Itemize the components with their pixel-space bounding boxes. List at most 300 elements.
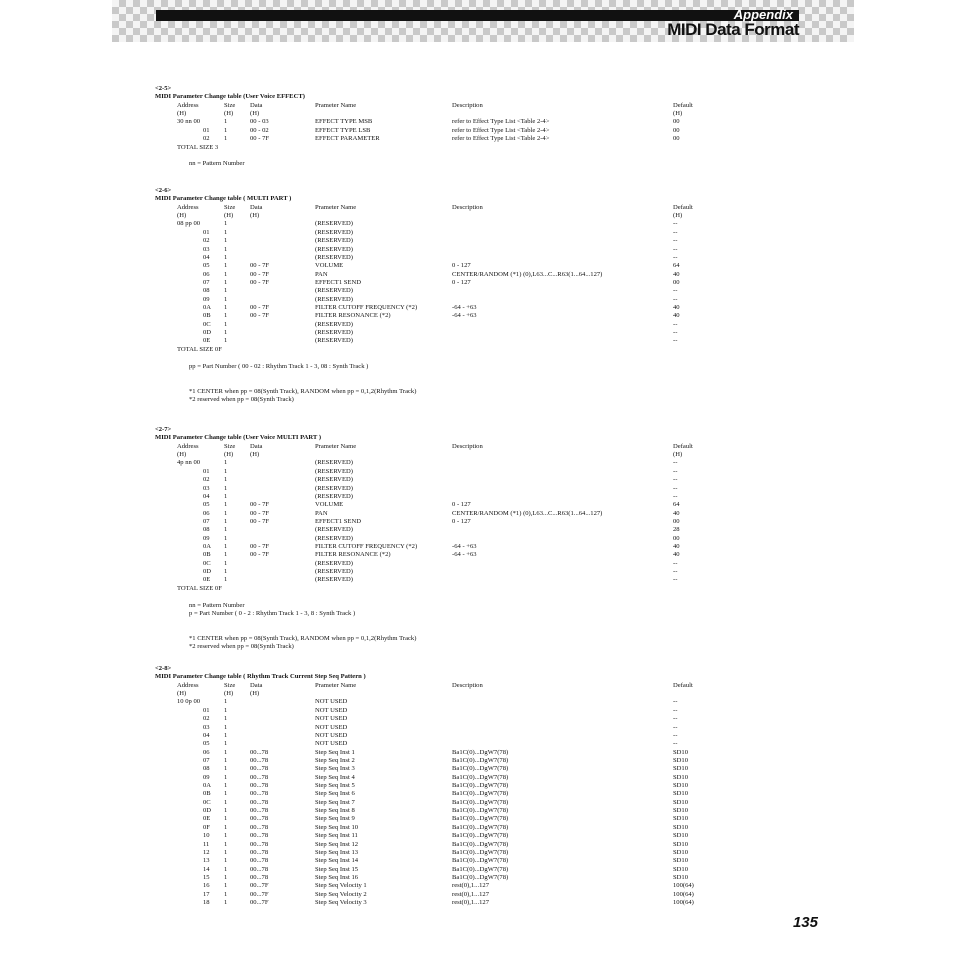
address-cell: 07 [203, 756, 210, 764]
size-cell: 1 [224, 262, 228, 270]
parameter-name-cell: FILTER CUTOFF FREQUENCY (*2) [315, 543, 418, 551]
parameter-name-cell: (RESERVED) [315, 534, 353, 542]
note [0, 160, 954, 168]
table-title [0, 673, 954, 681]
address-cell: 06 [203, 748, 210, 756]
parameter-name-cell: Step Seq Inst 7 [315, 798, 355, 806]
table-row [0, 118, 954, 126]
parameter-name-cell: EFFECT PARAMETER [315, 135, 380, 143]
note: nn = Pattern Number [189, 601, 245, 609]
parameter-name-cell: Step Seq Inst 11 [315, 832, 358, 840]
parameter-name-cell: (RESERVED) [315, 228, 353, 236]
parameter-name-cell: (RESERVED) [315, 459, 353, 467]
column-unit: (H) [224, 212, 234, 220]
address-cell: 18 [203, 899, 210, 907]
parameter-name-cell: NOT USED [315, 698, 348, 706]
table-row [0, 551, 954, 559]
default-cell: SD10 [673, 773, 689, 781]
table-row [0, 254, 954, 262]
default-cell: -- [673, 287, 678, 295]
table-row [0, 329, 954, 337]
address-cell: 03 [203, 484, 210, 492]
parameter-name-cell: Step Seq Velocity 1 [315, 882, 367, 890]
default-cell: 28 [673, 526, 680, 534]
default-cell: -- [673, 228, 678, 236]
column-unit: (H) [250, 451, 260, 459]
default-cell: SD10 [673, 840, 689, 848]
default-cell: -- [673, 576, 678, 584]
parameter-name-cell: NOT USED [315, 706, 348, 714]
default-cell: -- [673, 237, 678, 245]
description-cell: 0 - 127 [452, 517, 471, 525]
data-cell: 00 - 7F [250, 501, 270, 509]
table-row [0, 220, 954, 228]
table-title [0, 195, 954, 203]
address-cell: 08 [203, 287, 210, 295]
footnote [0, 635, 954, 643]
data-cell: 00 - 03 [250, 118, 269, 126]
size-cell: 1 [224, 220, 228, 228]
data-cell: 00...78 [250, 874, 269, 881]
column-header: Prameter Name [315, 681, 357, 689]
table-row [0, 468, 954, 476]
address-cell: 0E [203, 337, 211, 345]
parameter-name-cell: (RESERVED) [315, 245, 353, 253]
table-row [0, 493, 954, 501]
footnote [0, 396, 954, 404]
default-cell: SD10 [673, 823, 689, 831]
column-header: Address [177, 203, 199, 211]
parameter-name-cell: NOT USED [315, 715, 348, 723]
size-cell: 1 [224, 476, 228, 484]
size-cell: 1 [224, 798, 228, 806]
section-label: Appendix [733, 7, 793, 22]
table-row [0, 135, 954, 143]
table-row [0, 757, 954, 765]
parameter-name-cell: (RESERVED) [315, 576, 353, 584]
column-header: Prameter Name [315, 101, 357, 109]
table-row [0, 568, 954, 576]
total-size: TOTAL SIZE 0F [177, 584, 222, 592]
address-cell: 09 [203, 534, 210, 542]
default-cell: 64 [673, 262, 680, 270]
table-row [0, 560, 954, 568]
address-cell: 0C [203, 559, 211, 567]
table-row [0, 815, 954, 823]
table-row [0, 899, 954, 907]
column-header: Default [673, 442, 693, 450]
table-unit-row [0, 212, 954, 220]
note [0, 602, 954, 610]
page-number: 135 [792, 914, 818, 931]
size-cell: 1 [224, 534, 228, 542]
section-tag: <2-8> [155, 665, 172, 672]
parameter-name-cell: EFFECT TYPE MSB [315, 118, 373, 126]
description-cell: Ba1C(0)...DgW7(78) [452, 807, 509, 815]
size-cell: 1 [224, 270, 228, 278]
parameter-name-cell: Step Seq Inst 13 [315, 848, 359, 856]
size-cell: 1 [224, 740, 228, 748]
column-unit: (H) [224, 451, 234, 459]
size-cell: 1 [224, 551, 228, 559]
table-row [0, 765, 954, 773]
address-cell: 09 [203, 773, 210, 781]
data-cell: 00 - 7F [250, 270, 270, 278]
column-header: Default [673, 101, 693, 109]
default-cell: 00 [673, 534, 680, 542]
table-row [0, 237, 954, 245]
description-cell: refer to Effect Type List <Table 2-4> [452, 118, 550, 126]
size-cell: 1 [224, 899, 228, 907]
default-cell: SD10 [673, 782, 689, 790]
parameter-name-cell: PAN [315, 509, 328, 517]
description-cell: 0 - 127 [452, 278, 471, 286]
default-cell: 40 [673, 551, 680, 559]
address-cell: 05 [203, 740, 210, 748]
table-title: MIDI Parameter Change table ( Rhythm Track Current Step Seq Pattern ) [155, 673, 366, 681]
default-cell: -- [673, 723, 678, 731]
size-cell: 1 [224, 568, 228, 576]
table-row [0, 807, 954, 815]
parameter-name-cell: Step Seq Inst 12 [315, 840, 359, 848]
table-title [0, 434, 954, 442]
address-cell: 04 [203, 731, 210, 739]
size-cell: 1 [224, 765, 228, 773]
table-row [0, 715, 954, 723]
table-row [0, 510, 954, 518]
address-cell: 30 nn 00 [177, 118, 201, 126]
description-cell: refer to Effect Type List <Table 2-4> [452, 135, 550, 143]
parameter-name-cell: FILTER RESONANCE (*2) [315, 551, 391, 559]
column-header: Description [452, 442, 483, 450]
column-unit: (H) [673, 212, 683, 220]
parameter-name-cell: NOT USED [315, 740, 348, 748]
column-unit: (H) [250, 110, 260, 118]
address-cell: 02 [203, 135, 210, 143]
default-cell: 00 [673, 135, 680, 143]
address-cell: 03 [203, 245, 210, 253]
default-cell: SD10 [673, 765, 689, 773]
parameter-name-cell: Step Seq Inst 16 [315, 874, 359, 881]
address-cell: 0A [203, 543, 212, 551]
parameter-name-cell: (RESERVED) [315, 220, 353, 228]
size-cell: 1 [224, 118, 228, 126]
address-cell: 01 [203, 467, 210, 475]
table-row [0, 304, 954, 312]
parameter-name-cell: Step Seq Inst 5 [315, 782, 355, 790]
parameter-name-cell: (RESERVED) [315, 329, 353, 337]
default-cell: 40 [673, 270, 680, 278]
default-cell: 00 [673, 517, 680, 525]
default-cell: -- [673, 559, 678, 567]
table-row [0, 543, 954, 551]
description-cell: -64 - +63 [452, 312, 477, 320]
parameter-name-cell: FILTER CUTOFF FREQUENCY (*2) [315, 304, 418, 312]
description-cell: -64 - +63 [452, 551, 477, 559]
table-row [0, 841, 954, 849]
table-row [0, 732, 954, 740]
description-cell: refer to Effect Type List <Table 2-4> [452, 126, 550, 134]
description-cell: Ba1C(0)...DgW7(78) [452, 840, 509, 848]
table-row [0, 882, 954, 890]
description-cell: CENTER/RANDOM (*1) (0),L63...C...R63(1...64...127) [452, 509, 603, 517]
size-cell: 1 [224, 304, 228, 312]
column-header: Address [177, 101, 199, 109]
default-cell: SD10 [673, 790, 689, 798]
total-size: TOTAL SIZE 3 [177, 143, 219, 151]
note: p = Part Number ( 0 - 2 : Rhythm Track 1 - 3, 8 : Synth Track ) [189, 609, 356, 617]
data-cell: 00 - 7F [250, 262, 270, 270]
default-cell: 00 [673, 126, 680, 134]
address-cell: 02 [203, 237, 210, 245]
default-cell: SD10 [673, 815, 689, 823]
size-cell: 1 [224, 237, 228, 245]
parameter-name-cell: Step Seq Inst 9 [315, 815, 355, 823]
parameter-name-cell: (RESERVED) [315, 320, 353, 328]
column-header: Size [224, 101, 236, 109]
table-row [0, 262, 954, 270]
parameter-name-cell: Step Seq Inst 10 [315, 823, 359, 831]
address-cell: 4p nn 00 [177, 459, 201, 467]
column-header: Description [452, 203, 483, 211]
data-cell: 00...7F [250, 890, 269, 898]
default-cell: -- [673, 245, 678, 253]
parameter-name-cell: Step Seq Inst 2 [315, 756, 355, 764]
column-header: Address [177, 442, 199, 450]
parameter-name-cell: Step Seq Velocity 3 [315, 899, 367, 907]
total-size [0, 585, 954, 593]
table-row [0, 229, 954, 237]
address-cell: 08 pp 00 [177, 220, 201, 228]
address-cell: 0D [203, 807, 212, 815]
default-cell: 40 [673, 509, 680, 517]
column-header: Default [673, 681, 693, 689]
column-unit: (H) [177, 690, 187, 698]
parameter-name-cell: (RESERVED) [315, 237, 353, 245]
parameter-name-cell: (RESERVED) [315, 526, 353, 534]
parameter-name-cell: (RESERVED) [315, 568, 353, 576]
data-cell: 00...78 [250, 840, 269, 848]
data-cell: 00...78 [250, 798, 269, 806]
default-cell: SD10 [673, 756, 689, 764]
size-cell: 1 [224, 467, 228, 475]
address-cell: 08 [203, 765, 210, 773]
data-cell: 00...78 [250, 782, 269, 790]
default-cell: -- [673, 459, 678, 467]
size-cell: 1 [224, 253, 228, 261]
address-cell: 0C [203, 320, 211, 328]
address-cell: 10 0p 00 [177, 698, 201, 706]
size-cell: 1 [224, 312, 228, 320]
total-size [0, 144, 954, 152]
size-cell: 1 [224, 320, 228, 328]
data-cell: 00 - 7F [250, 304, 270, 312]
section-tag [0, 665, 954, 673]
column-header: Data [250, 442, 263, 450]
data-cell: 00...78 [250, 815, 269, 823]
description-cell: 0 - 127 [452, 262, 471, 270]
address-cell: 0F [203, 823, 210, 831]
address-cell: 13 [203, 857, 210, 865]
description-cell: Ba1C(0)...DgW7(78) [452, 857, 509, 865]
default-cell: -- [673, 568, 678, 576]
footnote [0, 388, 954, 396]
address-cell: 02 [203, 715, 210, 723]
address-cell: 06 [203, 509, 210, 517]
column-header: Size [224, 681, 236, 689]
parameter-name-cell: (RESERVED) [315, 476, 353, 484]
data-cell: 00...78 [250, 765, 269, 773]
data-cell: 00...7F [250, 882, 269, 890]
default-cell: 64 [673, 501, 680, 509]
address-cell: 0C [203, 798, 211, 806]
default-cell: 40 [673, 543, 680, 551]
table-row [0, 874, 954, 882]
default-cell: -- [673, 220, 678, 228]
table-row [0, 459, 954, 467]
default-cell: SD10 [673, 748, 689, 756]
default-cell: -- [673, 329, 678, 337]
total-size: TOTAL SIZE 0F [177, 345, 222, 353]
default-cell: SD10 [673, 798, 689, 806]
column-unit: (H) [177, 451, 187, 459]
parameter-name-cell: EFFECT1 SEND [315, 517, 361, 525]
description-cell: 0 - 127 [452, 501, 471, 509]
default-cell: -- [673, 484, 678, 492]
size-cell: 1 [224, 756, 228, 764]
data-cell: 00 - 7F [250, 517, 270, 525]
description-cell: Ba1C(0)...DgW7(78) [452, 756, 509, 764]
address-cell: 11 [203, 840, 210, 848]
column-header: Default [673, 203, 693, 211]
description-cell: rest(0),1...127 [452, 882, 489, 890]
parameter-name-cell: Step Seq Inst 15 [315, 865, 359, 873]
section-tag [0, 187, 954, 195]
table-row [0, 774, 954, 782]
table-row [0, 127, 954, 135]
parameter-name-cell: (RESERVED) [315, 467, 353, 475]
size-cell: 1 [224, 559, 228, 567]
column-header: Description [452, 681, 483, 689]
parameter-name-cell: NOT USED [315, 731, 348, 739]
section-tag [0, 426, 954, 434]
default-cell: -- [673, 698, 678, 706]
column-header: Data [250, 203, 263, 211]
section-tag: <2-6> [155, 187, 172, 194]
address-cell: 0B [203, 551, 211, 559]
address-cell: 16 [203, 882, 210, 890]
parameter-name-cell: EFFECT TYPE LSB [315, 126, 371, 134]
default-cell: SD10 [673, 874, 689, 881]
table-row [0, 866, 954, 874]
parameter-name-cell: PAN [315, 270, 328, 278]
default-cell: -- [673, 295, 678, 303]
address-cell: 05 [203, 501, 210, 509]
table-row [0, 246, 954, 254]
size-cell: 1 [224, 823, 228, 831]
table-row [0, 857, 954, 865]
data-cell: 00...78 [250, 865, 269, 873]
table-row [0, 698, 954, 706]
default-cell: -- [673, 492, 678, 500]
size-cell: 1 [224, 865, 228, 873]
size-cell: 1 [224, 526, 228, 534]
size-cell: 1 [224, 706, 228, 714]
parameter-name-cell: Step Seq Inst 1 [315, 748, 355, 756]
description-cell: Ba1C(0)...DgW7(78) [452, 874, 509, 881]
size-cell: 1 [224, 517, 228, 525]
page-title: MIDI Data Format [667, 20, 799, 39]
description-cell: Ba1C(0)...DgW7(78) [452, 865, 509, 873]
total-size [0, 346, 954, 354]
table-row [0, 271, 954, 279]
address-cell: 0B [203, 312, 211, 320]
default-cell: SD10 [673, 848, 689, 856]
description-cell: Ba1C(0)...DgW7(78) [452, 782, 509, 790]
size-cell: 1 [224, 329, 228, 337]
description-cell: Ba1C(0)...DgW7(78) [452, 765, 509, 773]
description-cell: rest(0),1...127 [452, 899, 489, 907]
size-cell: 1 [224, 731, 228, 739]
address-cell: 17 [203, 890, 210, 898]
size-cell: 1 [224, 459, 228, 467]
parameter-name-cell: Step Seq Inst 4 [315, 773, 355, 781]
table-row [0, 279, 954, 287]
size-cell: 1 [224, 857, 228, 865]
data-cell: 00 - 7F [250, 135, 270, 143]
default-cell: 100(64) [673, 890, 694, 898]
column-header: Description [452, 101, 483, 109]
footnote: *1 CENTER when pp = 08(Synth Track), RANDOM when pp = 0,1,2(Rhythm Track) [189, 387, 417, 395]
address-cell: 01 [203, 126, 210, 134]
parameter-name-cell: (RESERVED) [315, 484, 353, 492]
parameter-name-cell: EFFECT1 SEND [315, 278, 361, 286]
size-cell: 1 [224, 126, 228, 134]
default-cell: 00 [673, 118, 680, 126]
note: pp = Part Number ( 00 - 02 : Rhythm Track 1 - 3, 08 : Synth Track ) [189, 362, 369, 370]
table-row [0, 790, 954, 798]
table-title: MIDI Parameter Change table ( MULTI PART ) [155, 195, 292, 203]
default-cell: 40 [673, 312, 680, 320]
parameter-name-cell: (RESERVED) [315, 337, 353, 345]
parameter-name-cell: (RESERVED) [315, 287, 353, 295]
size-cell: 1 [224, 287, 228, 295]
column-header: Data [250, 101, 263, 109]
size-cell: 1 [224, 295, 228, 303]
address-cell: 04 [203, 253, 210, 261]
table-unit-row [0, 690, 954, 698]
parameter-name-cell: NOT USED [315, 723, 348, 731]
default-cell: SD10 [673, 832, 689, 840]
column-unit: (H) [224, 110, 234, 118]
footnote: *2 reserved when pp = 08(Synth Track) [189, 396, 294, 403]
data-cell: 00...7F [250, 899, 269, 907]
data-cell: 00...78 [250, 832, 269, 840]
default-cell: 100(64) [673, 899, 694, 907]
table-row [0, 782, 954, 790]
column-header: Address [177, 681, 199, 689]
section-tag: <2-7> [155, 426, 172, 433]
address-cell: 01 [203, 706, 210, 714]
table-row [0, 312, 954, 320]
address-cell: 15 [203, 874, 210, 881]
table-row [0, 535, 954, 543]
section-tag [0, 85, 954, 93]
table-row [0, 740, 954, 748]
table-row [0, 321, 954, 329]
address-cell: 08 [203, 526, 210, 534]
size-cell: 1 [224, 815, 228, 823]
